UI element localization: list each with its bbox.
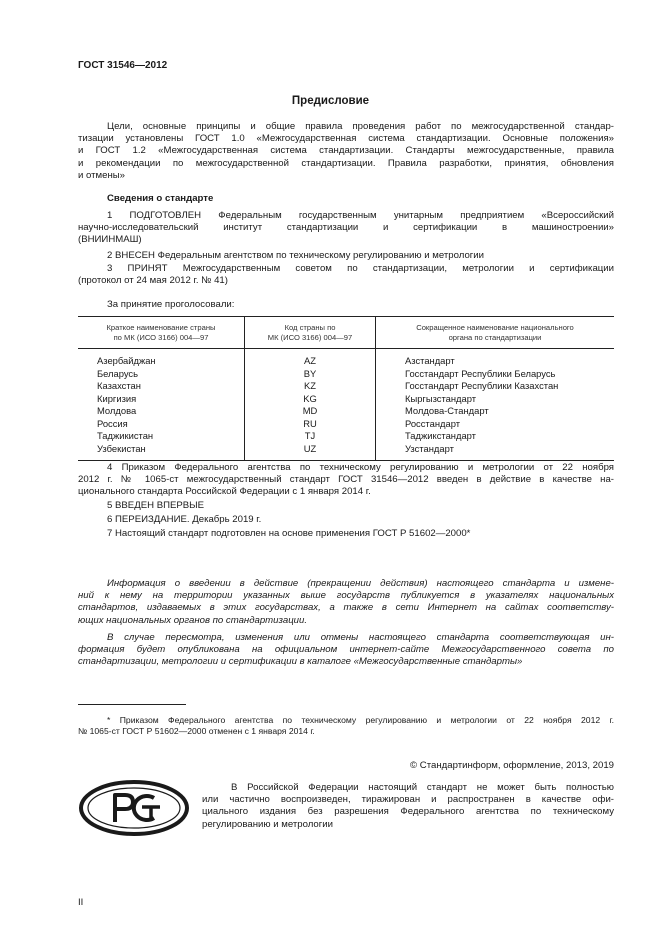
item-5: 5 ВВЕДЕН ВПЕРВЫЕ xyxy=(107,500,205,511)
table-row xyxy=(78,368,614,381)
table-row xyxy=(78,405,614,418)
voted-label: За принятие проголосовали: xyxy=(107,299,235,310)
voting-countries-table xyxy=(78,316,614,461)
country-cell: Беларусь xyxy=(78,368,245,381)
country-cell: Киргизия xyxy=(78,393,245,406)
item-4-line: ционального стандарта Российской Федерации с 1 января 2014 г. xyxy=(78,486,371,498)
info-block-line: В случае пересмотра, изменения или отмены настоящего стандарта соответствующая ин- xyxy=(107,632,614,643)
info-block-line: ющих национальных органов по стандартизации. xyxy=(78,614,308,626)
code-cell: KZ xyxy=(245,380,376,393)
column-header-line: МК (ИСО 3166) 004—97 xyxy=(267,333,353,342)
country-cell: Казахстан xyxy=(78,380,245,393)
item-7: 7 Настоящий стандарт подготовлен на основе применения ГОСТ Р 51602—2000* xyxy=(107,528,471,539)
code-cell: AZ xyxy=(245,349,376,368)
authority-cell: Узстандарт xyxy=(376,443,615,461)
code-cell: MD xyxy=(245,405,376,418)
table-row xyxy=(78,380,614,393)
rights-line: В Российской Федерации настоящий стандарт не может быть полностью xyxy=(231,782,614,793)
footnote xyxy=(78,715,614,737)
rst-certification-icon xyxy=(78,779,190,837)
copyright-notice: © Стандартинформ, оформление, 2013, 2019 xyxy=(410,760,614,771)
authority-cell: Таджикстандарт xyxy=(405,430,476,441)
page-number: II xyxy=(78,897,84,908)
info-heading: Сведения о стандарте xyxy=(107,193,214,204)
rights-line: регулированию и метрологии xyxy=(202,818,333,830)
item-3-line: (протокол от 24 мая 2012 г. № 41) xyxy=(78,275,228,287)
country-cell: Азербайджан xyxy=(78,349,245,368)
code-cell: BY xyxy=(245,368,376,381)
intro-line: и отмены» xyxy=(78,169,126,181)
item-3-line: 3 ПРИНЯТ Межгосударственным советом по стандартизации, метрологии и сертификации xyxy=(107,263,614,274)
rights-line: циального издания без разрешения Федерального агентства по техническому xyxy=(202,806,614,818)
info-block-line: стандартизации, метрологии и сертификации в каталоге «Межгосударственные стандарты» xyxy=(78,656,523,668)
authority-cell: Госстандарт Республики Казахстан xyxy=(405,380,559,391)
footnote-divider xyxy=(78,704,186,705)
authority-cell: Азстандарт xyxy=(405,355,455,366)
footnote-line: № 1065-ст ГОСТ Р 51602—2000 отменен с 1 января 2014 г. xyxy=(78,726,315,736)
authority-cell: Госстандарт Республики Беларусь xyxy=(405,367,556,379)
item-1-line: (ВНИИНМАШ) xyxy=(78,234,142,246)
rights-line: или частично воспроизведен, тиражирован и распространен в качестве офи- xyxy=(202,794,614,806)
table-row xyxy=(78,349,614,368)
footnote-line: * Приказом Федерального агентства по техническому регулированию и метрологии от 22 ноября 2012 г. xyxy=(107,715,614,725)
authority-cell: Кыргызстандарт xyxy=(405,392,477,404)
item-3-paragraph xyxy=(78,263,614,287)
item-1-line: научно-исследовательский институт стандартизации и сертификации в машиностроении» xyxy=(78,222,614,234)
table-row xyxy=(78,443,614,461)
authority-cell: Росстандарт xyxy=(405,417,460,429)
table-row xyxy=(78,418,614,431)
intro-line: и ГОСТ 1.2 «Межгосударственная система стандартизации. Стандарты межгосударственные, правила xyxy=(78,145,614,157)
item-6: 6 ПЕРЕИЗДАНИЕ. Декабрь 2019 г. xyxy=(107,514,262,525)
country-cell: Таджикистан xyxy=(78,430,245,443)
intro-paragraph xyxy=(78,121,614,182)
document-code-header: ГОСТ 31546—2012 xyxy=(78,60,168,71)
item-4-line: 4 Приказом Федерального агентства по техническому регулированию и метрологии от 22 ноября xyxy=(107,462,614,473)
authority-cell: Молдова-Стандарт xyxy=(405,405,489,416)
item-4-paragraph xyxy=(78,462,614,499)
page-title: Предисловие xyxy=(291,95,370,107)
column-header-code xyxy=(245,317,376,349)
intro-line: Цели, основные принципы и общие правила проведения работ по межгосударственной стандар- xyxy=(107,121,614,132)
item-1-paragraph xyxy=(78,210,614,247)
column-header-line: Код страны по xyxy=(284,323,336,332)
rights-notice xyxy=(202,782,614,831)
item-2: 2 ВНЕСЕН Федеральным агентством по техническому регулированию и метрологии xyxy=(107,250,485,261)
info-block-revision xyxy=(78,632,614,669)
column-header-line: органа по стандартизации xyxy=(448,333,542,342)
info-block-line: формация будет опубликована на официальном интернет-сайте Межгосударственного совета по xyxy=(78,644,614,656)
rst-logo xyxy=(78,779,190,841)
column-header-country xyxy=(78,317,245,349)
info-block-line: стандартов, издаваемых в этих государствах, а также в сети Интернет на сайтах соответству- xyxy=(78,602,614,614)
item-4-line: 2012 г. № 1065-ст межгосударственный стандарт ГОСТ 31546—2012 введен в действие в качестве на- xyxy=(78,474,614,486)
country-cell: Молдова xyxy=(78,405,245,418)
column-header-line: Сокращенное наименование национального xyxy=(416,323,574,332)
column-header-line: Краткое наименование страны xyxy=(106,323,216,332)
info-block-publication xyxy=(78,578,614,627)
column-header-line: по МК (ИСО 3166) 004—97 xyxy=(113,333,209,342)
intro-line: и рекомендации по межгосударственной стандартизации. Правила разработки, принятия, обновления xyxy=(78,157,614,169)
table-row xyxy=(78,393,614,406)
country-cell: Узбекистан xyxy=(78,443,245,461)
info-block-line: Информация о введении в действие (прекращении действия) настоящего стандарта и измене- xyxy=(107,578,614,589)
code-cell: UZ xyxy=(245,443,376,461)
code-cell: KG xyxy=(245,393,376,406)
intro-line: тизации установлены ГОСТ 1.0 «Межгосударственная система стандартизации. Основные положения» xyxy=(78,133,614,145)
table-header-row xyxy=(78,317,614,349)
item-1-line: 1 ПОДГОТОВЛЕН Федеральным государственным унитарным предприятием «Всероссийский xyxy=(107,210,614,221)
column-header-authority xyxy=(376,317,615,349)
code-cell: RU xyxy=(245,418,376,431)
table-row xyxy=(78,430,614,443)
country-cell: Россия xyxy=(78,418,245,431)
code-cell: TJ xyxy=(245,430,376,443)
info-block-line: ний к нему на территории указанных выше государств публикуется в указателях национальных xyxy=(78,590,614,602)
